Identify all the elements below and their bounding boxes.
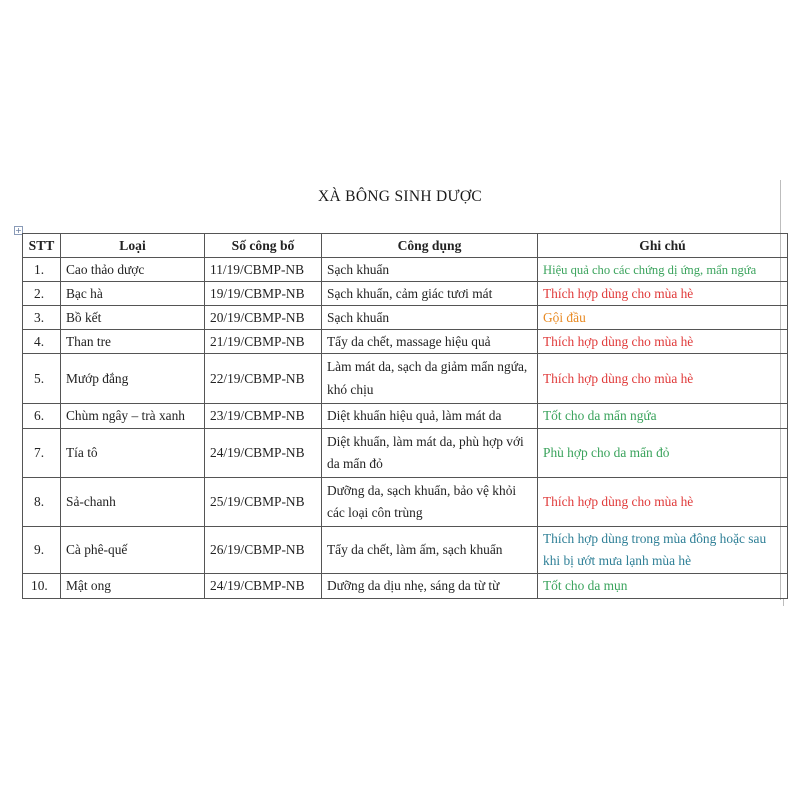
product-table <box>22 233 788 599</box>
table-row <box>23 282 788 306</box>
header-stt: STT <box>23 234 61 258</box>
cell-ghi-chu: Hiệu quả cho các chứng dị ứng, mẩn ngứa <box>538 258 788 282</box>
cell-stt: 2. <box>23 282 61 306</box>
cell-cong-dung: Sạch khuẩn, cảm giác tươi mát <box>322 282 538 306</box>
table-row <box>23 429 788 478</box>
cell-stt: 7. <box>23 429 61 478</box>
cell-ghi-chu: Thích hợp dùng cho mùa hè <box>538 282 788 306</box>
cell-so-cong-bo: 19/19/CBMP-NB <box>205 282 322 306</box>
cell-stt: 5. <box>23 354 61 404</box>
cell-cong-dung: Sạch khuẩn <box>322 258 538 282</box>
cell-so-cong-bo: 21/19/CBMP-NB <box>205 330 322 354</box>
cell-cong-dung: Tẩy da chết, làm ấm, sạch khuẩn <box>322 527 538 574</box>
cell-cong-dung: Diệt khuẩn, làm mát da, phù hợp với da mẩn đỏ <box>322 429 538 478</box>
table-row <box>23 258 788 282</box>
cell-so-cong-bo: 26/19/CBMP-NB <box>205 527 322 574</box>
cell-loai: Sả-chanh <box>61 478 205 527</box>
table-row <box>23 330 788 354</box>
cell-loai: Chùm ngây – trà xanh <box>61 404 205 429</box>
header-ghi-chu: Ghi chú <box>538 234 788 258</box>
cell-loai: Bạc hà <box>61 282 205 306</box>
cell-ghi-chu: Thích hợp dùng cho mùa hè <box>538 354 788 404</box>
cell-so-cong-bo: 24/19/CBMP-NB <box>205 429 322 478</box>
cell-ghi-chu: Phù hợp cho da mẩn đỏ <box>538 429 788 478</box>
cell-ghi-chu: Thích hợp dùng cho mùa hè <box>538 330 788 354</box>
header-so-cong-bo: Số công bố <box>205 234 322 258</box>
cell-cong-dung: Diệt khuẩn hiệu quả, làm mát da <box>322 404 538 429</box>
header-loai: Loại <box>61 234 205 258</box>
cell-cong-dung: Sạch khuẩn <box>322 306 538 330</box>
cell-cong-dung: Tẩy da chết, massage hiệu quả <box>322 330 538 354</box>
header-cong-dung: Công dụng <box>322 234 538 258</box>
cell-loai: Tía tô <box>61 429 205 478</box>
document-title: XÀ BÔNG SINH DƯỢC <box>318 188 482 205</box>
cell-loai: Bồ kết <box>61 306 205 330</box>
cell-so-cong-bo: 25/19/CBMP-NB <box>205 478 322 527</box>
page-edge-marker <box>783 598 788 606</box>
cell-loai: Cà phê-quế <box>61 527 205 574</box>
cell-cong-dung: Dưỡng da, sạch khuẩn, bảo vệ khỏi các loại côn trùng <box>322 478 538 527</box>
cell-stt: 9. <box>23 527 61 574</box>
table-row <box>23 478 788 527</box>
table-row <box>23 306 788 330</box>
cell-so-cong-bo: 22/19/CBMP-NB <box>205 354 322 404</box>
cell-cong-dung: Dưỡng da dịu nhẹ, sáng da từ từ <box>322 574 538 599</box>
table-row <box>23 354 788 404</box>
cell-so-cong-bo: 11/19/CBMP-NB <box>205 258 322 282</box>
cell-so-cong-bo: 23/19/CBMP-NB <box>205 404 322 429</box>
cell-loai: Cao thảo dược <box>61 258 205 282</box>
cell-ghi-chu: Gội đầu <box>538 306 788 330</box>
cell-ghi-chu: Thích hợp dùng trong mùa đông hoặc sau khi bị ướt mưa lạnh mùa hè <box>538 527 788 574</box>
cell-stt: 6. <box>23 404 61 429</box>
cell-stt: 10. <box>23 574 61 599</box>
table-row <box>23 404 788 429</box>
table-header-row <box>23 234 788 258</box>
cell-stt: 8. <box>23 478 61 527</box>
cell-ghi-chu: Tốt cho da mẩn ngứa <box>538 404 788 429</box>
cell-loai: Mật ong <box>61 574 205 599</box>
cell-so-cong-bo: 24/19/CBMP-NB <box>205 574 322 599</box>
cell-loai: Mướp đắng <box>61 354 205 404</box>
cell-ghi-chu: Tốt cho da mụn <box>538 574 788 599</box>
cell-stt: 3. <box>23 306 61 330</box>
table-move-handle-icon[interactable]: + <box>15 226 22 235</box>
cell-loai: Than tre <box>61 330 205 354</box>
cell-cong-dung: Làm mát da, sạch da giảm mẩn ngứa, khó chịu <box>322 354 538 404</box>
cell-stt: 4. <box>23 330 61 354</box>
cell-ghi-chu: Thích hợp dùng cho mùa hè <box>538 478 788 527</box>
cell-so-cong-bo: 20/19/CBMP-NB <box>205 306 322 330</box>
table-row <box>23 527 788 574</box>
table-row <box>23 574 788 599</box>
cell-stt: 1. <box>23 258 61 282</box>
